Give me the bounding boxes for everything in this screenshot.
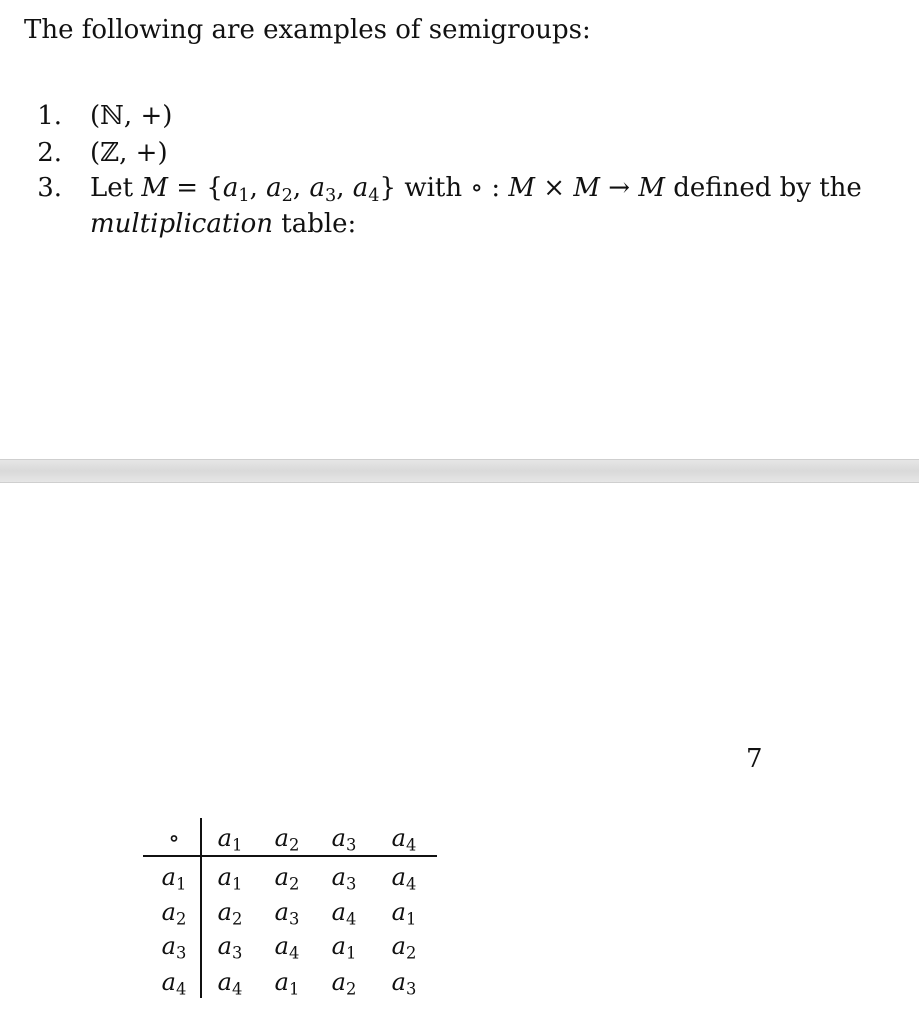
table-cell: $a_1$ (331, 932, 357, 963)
example-n-plus: (ℕ, +) (90, 101, 173, 131)
page-number: 7 (746, 744, 763, 774)
table-cell: $a_1$ (391, 898, 417, 929)
table-cell: $a_3$ (217, 932, 243, 963)
example-z-plus: (ℤ, +) (90, 138, 168, 168)
table-header-cell: $a_2$ (274, 824, 300, 855)
set-definition: $M = \{a_1$, $a_2$, $a_3$, $a_4$} (141, 173, 397, 206)
table-operator-symbol: ∘ (168, 824, 180, 852)
table-cell: $a_2$ (331, 968, 357, 999)
table-row-label: $a_1$ (161, 863, 187, 894)
example-3-line2 (90, 211, 356, 237)
table-header-cell: $a_1$ (217, 824, 243, 855)
list-number-1: 1. (37, 101, 62, 131)
table-cell: $a_4$ (391, 863, 417, 894)
example-3-suffix: table: (281, 209, 357, 239)
example-3-mid: with ∘ : M × M → M defined by the (404, 173, 862, 203)
list-number-3: 3. (37, 173, 62, 203)
list-number-2: 2. (37, 138, 62, 168)
table-cell: $a_2$ (391, 932, 417, 963)
table-column-rule (200, 818, 202, 998)
example-3-prefix: Let (90, 173, 134, 203)
table-cell: $a_3$ (331, 863, 357, 894)
table-row-label: $a_4$ (161, 968, 187, 999)
table-cell: $a_4$ (274, 932, 300, 963)
table-cell: $a_2$ (274, 863, 300, 894)
table-cell: $a_4$ (217, 968, 243, 999)
table-cell: $a_1$ (217, 863, 243, 894)
table-header-rule (143, 855, 437, 857)
page-divider (0, 459, 919, 483)
table-row-label: $a_3$ (161, 932, 187, 963)
example-3-line1 (90, 175, 862, 206)
table-cell: $a_1$ (274, 968, 300, 999)
table-cell: $a_2$ (217, 898, 243, 929)
table-header-cell: $a_3$ (331, 824, 357, 855)
multiplication-emphasis: multiplication (90, 209, 273, 239)
table-cell: $a_3$ (274, 898, 300, 929)
table-cell: $a_3$ (391, 968, 417, 999)
intro-text: The following are examples of semigroups: (24, 15, 591, 45)
table-cell: $a_4$ (331, 898, 357, 929)
table-header-cell: $a_4$ (391, 824, 417, 855)
table-row-label: $a_2$ (161, 898, 187, 929)
